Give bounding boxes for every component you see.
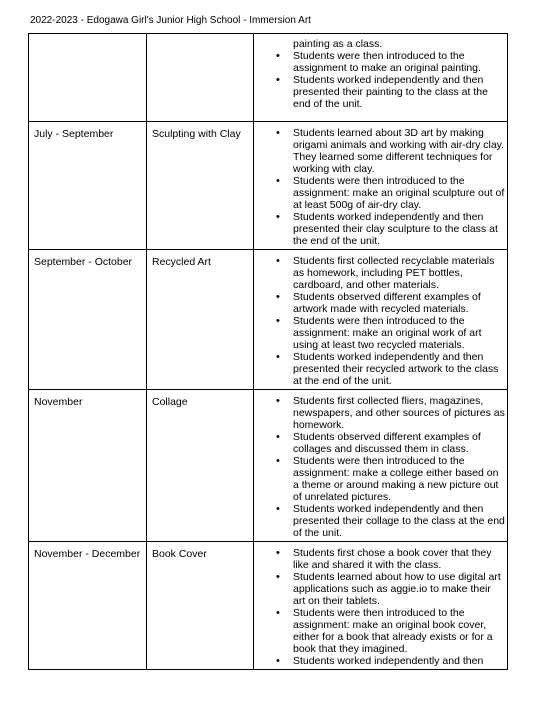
text-line: • Students first chose a book cover that they bbox=[293, 547, 492, 559]
text-line: either for a book that already exists or for a bbox=[293, 631, 493, 643]
unit-cell bbox=[147, 542, 254, 670]
text-line: the end of the unit. bbox=[293, 235, 380, 247]
list-item bbox=[254, 571, 503, 607]
text-line: artwork made with recycled materials. bbox=[293, 303, 469, 315]
text-line: painting as a class. bbox=[293, 38, 383, 50]
table-row bbox=[29, 34, 508, 122]
bullet-list bbox=[254, 250, 507, 389]
text-line: • Students worked independently and then bbox=[293, 74, 484, 86]
text-line: • Students worked independently and then bbox=[293, 351, 484, 363]
text-line: of unrelated pictures. bbox=[293, 491, 392, 503]
text-line: a theme or around making a new picture out bbox=[293, 479, 499, 491]
unit-text: Recycled Art bbox=[152, 256, 211, 268]
date-text bbox=[29, 34, 146, 40]
text-line: • Students learned about how to use digital art bbox=[293, 571, 501, 583]
description-cell bbox=[254, 542, 508, 670]
text-line: origami animals and working with air-dry clay. bbox=[293, 139, 505, 151]
list-item bbox=[254, 255, 503, 291]
table-row bbox=[29, 250, 508, 390]
text-line: assignment: make a college either based on bbox=[293, 467, 499, 479]
text-line: newspapers, and other sources of pictures as bbox=[293, 407, 505, 419]
text-line: • Students first collected recyclable materials bbox=[293, 255, 495, 267]
text-line: presented their collage to the class at the end bbox=[293, 515, 505, 527]
date-text: September - October bbox=[34, 256, 133, 268]
text-line: • Students learned about 3D art by making bbox=[293, 127, 484, 139]
text-line: at the end of the unit. bbox=[293, 375, 392, 387]
text-line: art on their tablets. bbox=[293, 595, 380, 607]
text-line: • Students were then introduced to the bbox=[293, 50, 465, 62]
date-cell bbox=[29, 122, 147, 250]
list-item bbox=[254, 74, 503, 110]
text-line: as homework, including PET bottles, bbox=[293, 267, 463, 279]
date-cell bbox=[29, 250, 147, 390]
date-text: November - December bbox=[34, 548, 141, 560]
list-item bbox=[254, 291, 503, 315]
list-item bbox=[254, 50, 503, 74]
text-line: • Students worked independently and then bbox=[293, 211, 484, 223]
text-line: of the unit. bbox=[293, 527, 343, 539]
list-item bbox=[254, 127, 503, 175]
unit-cell bbox=[147, 250, 254, 390]
list-item bbox=[254, 455, 503, 503]
text-line: presented their recycled artwork to the class bbox=[293, 363, 499, 375]
text-line: • Students worked independently and then bbox=[293, 655, 484, 667]
text-line: presented their clay sculpture to the class at bbox=[293, 223, 498, 235]
unit-cell bbox=[147, 390, 254, 542]
date-text: July - September bbox=[34, 128, 114, 140]
table-row bbox=[29, 390, 508, 542]
text-line: cardboard, and other materials. bbox=[293, 279, 439, 291]
text-line: assignment to make an original painting. bbox=[293, 62, 481, 74]
list-item bbox=[254, 395, 503, 431]
text-line: collages and discussed them in class. bbox=[293, 443, 469, 455]
unit-cell bbox=[147, 122, 254, 250]
text-line: homework. bbox=[293, 419, 345, 431]
date-cell bbox=[29, 34, 147, 122]
text-line: • Students were then introduced to the bbox=[293, 175, 465, 187]
text-line: presented their painting to the class at the bbox=[293, 86, 488, 98]
description-cell bbox=[254, 34, 508, 122]
text-line: assignment: make an original book cover, bbox=[293, 619, 487, 631]
bullet-list bbox=[254, 122, 507, 249]
table-row bbox=[29, 542, 508, 670]
text-line: applications such as aggie.io to make their bbox=[293, 583, 491, 595]
curriculum-table-body bbox=[29, 34, 508, 670]
continued-text bbox=[254, 38, 503, 50]
text-line: assignment: make an original work of art bbox=[293, 327, 482, 339]
text-line: • Students first collected fliers, magazines, bbox=[293, 395, 484, 407]
table-row bbox=[29, 122, 508, 250]
bullet-list bbox=[254, 390, 507, 541]
list-item bbox=[254, 315, 503, 351]
text-line: • Students were then introduced to the bbox=[293, 607, 465, 619]
date-text: November bbox=[34, 396, 83, 408]
text-line: assignment: make an original sculpture out of bbox=[293, 187, 505, 199]
unit-text: Collage bbox=[152, 396, 188, 408]
text-line: end of the unit. bbox=[293, 98, 363, 110]
date-cell bbox=[29, 390, 147, 542]
list-item bbox=[254, 351, 503, 387]
description-cell bbox=[254, 122, 508, 250]
unit-text: Book Cover bbox=[152, 548, 207, 560]
unit-text bbox=[147, 34, 253, 40]
text-line: working with clay. bbox=[293, 163, 375, 175]
list-item bbox=[254, 431, 503, 455]
list-item bbox=[254, 175, 503, 211]
list-item bbox=[254, 607, 503, 655]
list-item bbox=[254, 503, 503, 539]
list-item bbox=[254, 655, 503, 667]
text-line: • Students observed different examples of bbox=[293, 431, 481, 443]
text-line: • Students observed different examples of bbox=[293, 291, 481, 303]
page-header: 2022-2023 - Edogawa Girl's Junior High School - Immersion Art bbox=[30, 15, 311, 26]
curriculum-table bbox=[28, 33, 508, 670]
text-line: book that they imagined. bbox=[293, 643, 408, 655]
description-cell bbox=[254, 390, 508, 542]
text-line: They learned some different techniques for bbox=[293, 151, 493, 163]
unit-text: Sculpting with Clay bbox=[152, 128, 241, 140]
text-line: like and shared it with the class. bbox=[293, 559, 442, 571]
text-line: • Students were then introduced to the bbox=[293, 455, 465, 467]
bullet-list bbox=[254, 34, 507, 112]
text-line: using at least two recycled materials. bbox=[293, 339, 465, 351]
date-cell bbox=[29, 542, 147, 670]
text-line: at least 500g of air-dry clay. bbox=[293, 199, 422, 211]
bullet-list bbox=[254, 542, 507, 669]
unit-cell bbox=[147, 34, 254, 122]
description-cell bbox=[254, 250, 508, 390]
text-line: • Students were then introduced to the bbox=[293, 315, 465, 327]
list-item bbox=[254, 547, 503, 571]
text-line: • Students worked independently and then bbox=[293, 503, 484, 515]
list-item bbox=[254, 211, 503, 247]
